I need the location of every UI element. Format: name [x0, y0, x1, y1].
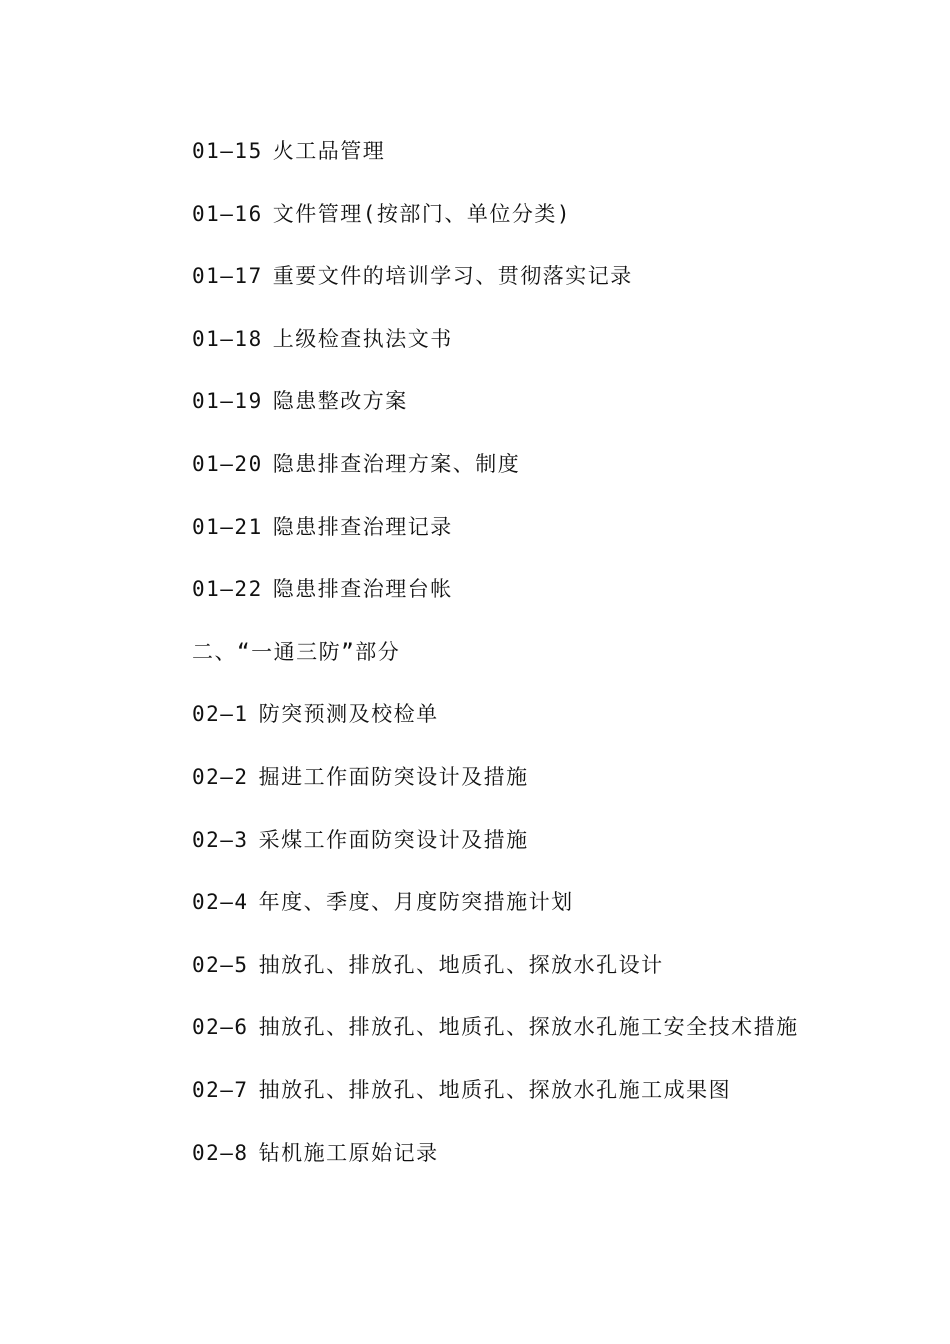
- item-code: 02—7: [192, 1077, 249, 1102]
- list-item: [192, 197, 799, 260]
- item-code: 01—17: [192, 264, 263, 289]
- item-code: 02—3: [192, 827, 249, 852]
- item-code: 02—4: [192, 890, 249, 915]
- item-text: 抽放孔、排放孔、地质孔、探放水孔设计: [258, 952, 664, 977]
- document-item-list: [192, 134, 799, 1198]
- item-text: 上级检查执法文书: [272, 326, 453, 351]
- list-item: [192, 1010, 799, 1073]
- list-item: [192, 447, 799, 510]
- item-code: 01—20: [192, 451, 263, 476]
- list-item: [192, 322, 799, 385]
- section-heading-text: 二、“一通三防”部分: [192, 639, 401, 664]
- item-code: 02—6: [192, 1015, 249, 1040]
- item-code: 02—1: [192, 702, 249, 727]
- list-item: [192, 1136, 799, 1199]
- item-code: 02—2: [192, 764, 249, 789]
- list-item: [192, 948, 799, 1011]
- item-text: 隐患排查治理记录: [272, 514, 453, 539]
- item-text: 钻机施工原始记录: [258, 1140, 439, 1165]
- item-code: 01—18: [192, 326, 263, 351]
- item-text: 重要文件的培训学习、贯彻落实记录: [272, 264, 633, 289]
- item-text: 隐患排查治理台帐: [272, 577, 453, 602]
- item-text: 隐患整改方案: [272, 389, 408, 414]
- item-code: 01—15: [192, 139, 263, 163]
- item-text: 火工品管理: [272, 139, 386, 163]
- list-item: [192, 384, 799, 447]
- list-item: [192, 760, 799, 823]
- list-item: [192, 697, 799, 760]
- list-item: [192, 259, 799, 322]
- item-text: 采煤工作面防突设计及措施: [258, 827, 529, 852]
- list-item: [192, 823, 799, 886]
- item-text: 年度、季度、月度防突措施计划: [258, 890, 574, 915]
- item-text: 掘进工作面防突设计及措施: [258, 764, 529, 789]
- item-code: 02—5: [192, 952, 249, 977]
- list-item: [192, 134, 799, 197]
- list-item: [192, 572, 799, 635]
- item-code: 02—8: [192, 1140, 249, 1165]
- section-heading: [192, 635, 799, 698]
- item-text: 抽放孔、排放孔、地质孔、探放水孔施工成果图: [258, 1077, 732, 1102]
- item-text: 防突预测及校检单: [258, 702, 439, 727]
- list-item: [192, 885, 799, 948]
- item-code: 01—19: [192, 389, 263, 414]
- item-text: 文件管理(按部门、单位分类): [272, 201, 572, 226]
- list-item: [192, 510, 799, 573]
- item-text: 抽放孔、排放孔、地质孔、探放水孔施工安全技术措施: [258, 1015, 799, 1040]
- list-item: [192, 1073, 799, 1136]
- item-code: 01—21: [192, 514, 263, 539]
- item-code: 01—22: [192, 577, 263, 602]
- item-code: 01—16: [192, 201, 263, 226]
- item-text: 隐患排查治理方案、制度: [272, 451, 521, 476]
